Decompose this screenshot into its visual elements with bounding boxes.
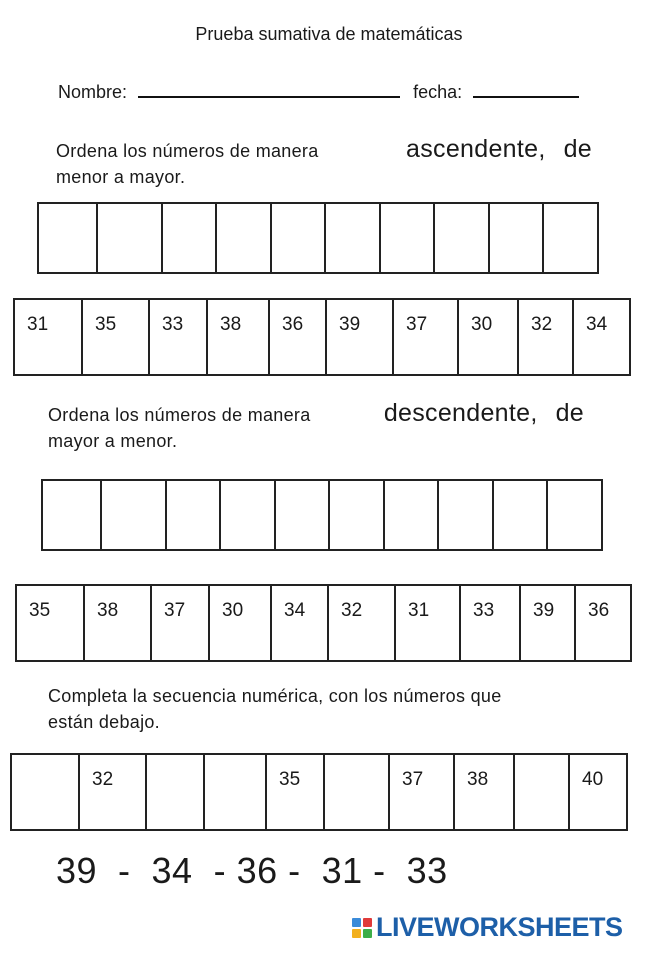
answer-row-ascending — [37, 202, 599, 274]
number-cell: 37 — [150, 586, 208, 660]
number-cell: 34 — [270, 586, 327, 660]
logo-text: LIVEWORKSHEETS — [376, 912, 623, 942]
name-field[interactable] — [138, 78, 400, 98]
answer-box[interactable] — [161, 204, 215, 272]
instruction-text: Completa la secuencia numérica, con los números que — [48, 686, 502, 706]
instruction-text: menor a mayor. — [56, 167, 186, 187]
answer-box[interactable] — [39, 204, 96, 272]
number-cell: 38 — [83, 586, 150, 660]
number-cell: 36 — [268, 300, 325, 374]
answer-box[interactable] — [165, 481, 219, 549]
number-cell: 31 — [394, 586, 459, 660]
instruction-text: mayor a menor. — [48, 431, 178, 451]
answer-box[interactable] — [274, 481, 328, 549]
instruction-text: Ordena los números de manera — [56, 141, 319, 161]
answer-box[interactable] — [546, 481, 601, 549]
answer-box[interactable] — [219, 481, 274, 549]
instruction-keyword: descendente, — [383, 399, 538, 427]
number-cell: 33 — [459, 586, 519, 660]
answer-box[interactable] — [43, 481, 100, 549]
instruction-keyword: ascendente, — [406, 135, 546, 163]
number-cell: 39 — [519, 586, 574, 660]
number-cell: 33 — [148, 300, 206, 374]
name-label: Nombre: — [58, 82, 128, 102]
sequence-cell: 32 — [78, 755, 145, 829]
logo-square — [363, 918, 372, 927]
answer-box[interactable] — [215, 204, 270, 272]
answer-box[interactable] — [542, 204, 597, 272]
answer-box[interactable] — [437, 481, 492, 549]
date-field[interactable] — [473, 78, 579, 98]
number-cell: 30 — [208, 586, 270, 660]
number-row-ascending — [13, 298, 631, 376]
number-cell: 31 — [27, 314, 49, 335]
sequence-cell: 40 — [568, 755, 626, 829]
number-cell: 30 — [457, 300, 517, 374]
liveworksheets-logo — [352, 912, 623, 943]
name-date-line — [58, 78, 579, 103]
number-cell: 32 — [327, 586, 394, 660]
instruction-text: Ordena los números de manera — [48, 405, 311, 425]
logo-square — [352, 929, 361, 938]
instruction-text: de — [555, 399, 584, 427]
sequence-cell[interactable] — [203, 755, 265, 829]
answer-box[interactable] — [96, 204, 161, 272]
sequence-cell[interactable] — [12, 755, 78, 829]
answer-box[interactable] — [270, 204, 324, 272]
answer-box[interactable] — [100, 481, 165, 549]
sequence-cell: 38 — [453, 755, 513, 829]
given-numbers: 39 - 34 - 36 - 31 - 33 — [56, 850, 448, 891]
sequence-cell[interactable] — [145, 755, 203, 829]
number-cell: 32 — [517, 300, 572, 374]
worksheet-title: Prueba sumativa de matemáticas — [195, 24, 463, 44]
answer-box[interactable] — [433, 204, 488, 272]
answer-box[interactable] — [488, 204, 542, 272]
sequence-cell: 37 — [388, 755, 453, 829]
sequence-row — [10, 753, 628, 831]
answer-box[interactable] — [379, 204, 433, 272]
number-cell: 35 — [29, 600, 51, 621]
instruction-text: están debajo. — [48, 712, 160, 732]
answer-box[interactable] — [383, 481, 437, 549]
sequence-cell[interactable] — [323, 755, 388, 829]
logo-square — [363, 929, 372, 938]
instruction-descending — [48, 398, 584, 452]
number-cell: 37 — [392, 300, 457, 374]
date-label: fecha: — [413, 82, 463, 102]
answer-box[interactable] — [324, 204, 379, 272]
answer-box[interactable] — [492, 481, 546, 549]
number-cell: 38 — [206, 300, 268, 374]
number-cell: 39 — [325, 300, 392, 374]
logo-square — [352, 918, 361, 927]
logo-icon — [352, 918, 372, 938]
number-cell: 36 — [574, 586, 630, 660]
answer-box[interactable] — [328, 481, 383, 549]
answer-row-descending — [41, 479, 603, 551]
number-row-descending — [15, 584, 632, 662]
number-cell: 34 — [572, 300, 629, 374]
sequence-cell: 35 — [265, 755, 323, 829]
sequence-cell[interactable] — [513, 755, 568, 829]
number-cell: 35 — [81, 300, 148, 374]
instruction-ascending — [56, 134, 592, 188]
instruction-sequence — [48, 682, 584, 734]
instruction-text: de — [563, 135, 592, 163]
